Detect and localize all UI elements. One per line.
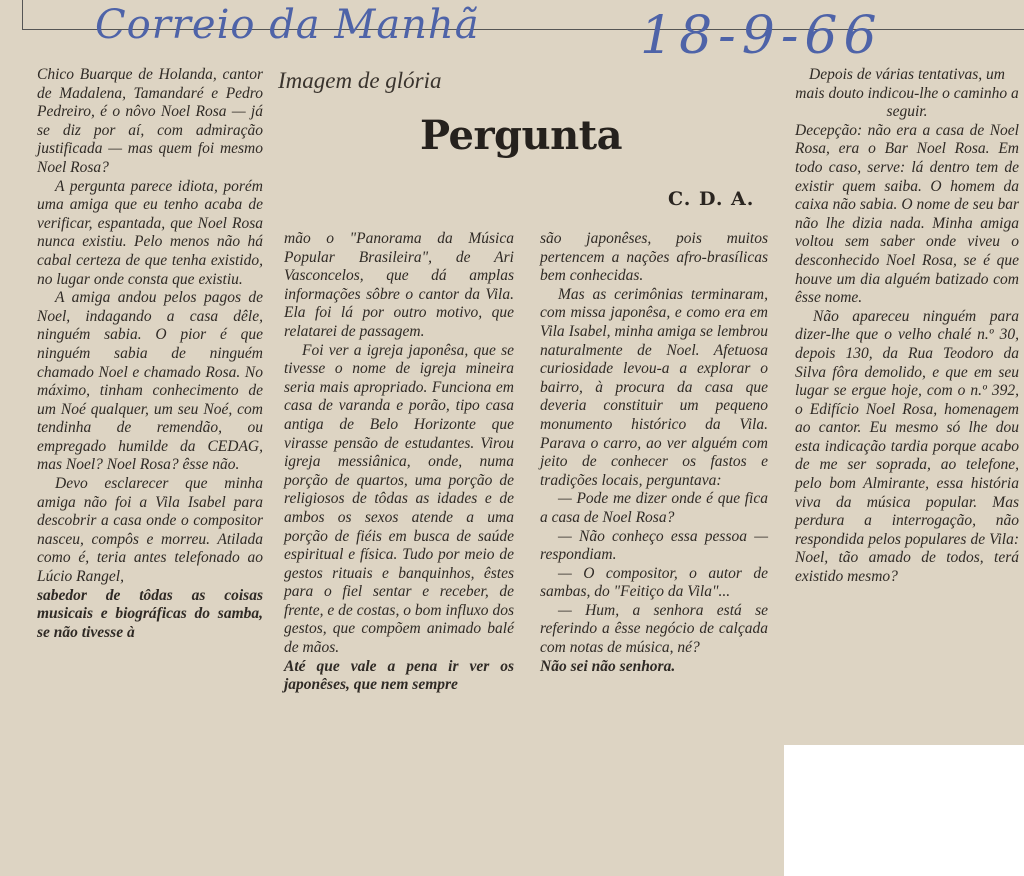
handwritten-date: 18-9-66	[640, 6, 883, 66]
column-2	[284, 230, 514, 695]
paragraph: Não apareceu ninguém para dizer-lhe que o velho chalé n.º 30, depois 130, da Rua Teodoro da Silva fôra demolido, e que em seu lugar se ergue hoje, com o n.º 392, o Edifício Noel Rosa, homenagem ao cantor. Eu mesmo só lhe dou esta indicação tardia porque acabo de me ser soprada, ao telefone, pelo bom Almirante, essa história viva da música popular. Mas perdura a interrogação, não respondida pelos populares de Vila: Noel, tão amado de todos, terá existido mesmo?	[795, 307, 1019, 586]
dialogue-line: — Não conheço essa pessoa — respondiam.	[540, 527, 768, 564]
article-byline: C. D. A.	[668, 188, 755, 210]
dialogue-line: Não sei não senhora.	[540, 657, 676, 675]
paragraph: mão o "Panorama da Música Popular Brasileira", de Ari Vasconcelos, que dá amplas informações sôbre o cantor da Vila. Ela foi lá por outro motivo, que relatarei de passagem.	[284, 230, 514, 340]
dialogue-line: — Hum, a senhora está se referindo a êsse negócio de calçada com notas de música, né?	[540, 601, 768, 657]
handwritten-annotation	[95, 0, 955, 66]
column-4	[795, 66, 1019, 587]
paragraph: Devo esclarecer que minha amiga não foi a Vila Isabel para descobrir a casa onde o compositor nasceu, compôs e morreu. Atilada como é, teria antes telefonado ao Lúcio Rangel,	[37, 475, 263, 586]
paragraph: Até que vale a pena ir ver os japonêses, que nem sempre	[284, 657, 514, 694]
paragraph: são japonêses, pois muitos pertencem a nações afro-brasílicas bem conhecidas.	[540, 230, 768, 285]
paragraph: A pergunta parece idiota, porém uma amiga que eu tenho acaba de verificar, espantada, que Noel Rosa nunca existiu. Pelo menos não há cabal certeza de que tenha existido, no lugar onde consta que existiu.	[37, 177, 263, 288]
handwritten-source: Correio da Manhã	[95, 2, 480, 48]
dialogue-line: — Pode me dizer onde é que fica a casa de Noel Rosa?	[540, 490, 768, 526]
paragraph: Foi ver a igreja japonêsa, que se tivesse o nome de igreja mineira seria mais apropriado. Funciona em casa de varanda e porão, tipo casa antiga de Belo Horizonte que virasse pensão de estudantes. Virou igreja messiânica, onde, numa porção de quartos, uma porção de religiosos de tôdas as idades e de ambos os sexos atende a uma porção de fiéis em busca de saúde espiritual e física. Tudo por meio de gestos rituais e banquinhos, êstes para o fiel sentar e receber, de frente, e de costas, o bom influxo dos gestos, que compõem animado balé de mãos.	[284, 341, 514, 657]
paragraph: Depois de várias tentativas, um mais douto indicou-lhe o caminho a seguir.	[795, 66, 1019, 121]
paragraph: Decepção: não era a casa de Noel Rosa, era o Bar Noel Rosa. Em todo caso, serve: lá dentro tem de existir quem saiba. O homem da caixa não sabia. O nome de seu bar não lhe dizia nada. Minha amiga voltou sem saber onde viveu o desconhecido Noel Rosa, se é que houve um dia alguém batizado com êsse nome.	[795, 121, 1019, 307]
paragraph: Mas as cerimônias terminaram, com missa japonêsa, e como era em Vila Isabel, minha amiga se lembrou naturalmente de Noel. Afetuosa curiosidade levou-a a explorar o bairro, à procura da casa que deveria constituir um pequeno monumento histórico da Vila. Parava o carro, ao ver alguém com jeito de conhecer os fastos e tradições locais, perguntava:	[540, 285, 768, 489]
article-title: Pergunta	[420, 112, 623, 159]
column-3	[540, 230, 768, 676]
dialogue-line: — O compositor, o autor de sambas, do "Feitiço da Vila"...	[540, 564, 768, 601]
column-1	[37, 66, 263, 642]
paragraph: A amiga andou pelos pagos de Noel, indagando a casa dêle, ninguém sabia. O pior é que ninguém sabia de ninguém chamado Noel e chamado Rosa. No máximo, tinham conhecimento de um Noé qualquer, um seu Noé, com tendinha de remendão, ou empregado humilde da CEDAG, mas Noel? Noel Rosa? êsse não.	[37, 289, 263, 474]
paragraph: Chico Buarque de Holanda, cantor de Madalena, Tamandaré e Pedro Pedreiro, é o nôvo Noel Rosa — já se diz por aí, com admiração justificada — mas quem foi mesmo Noel Rosa?	[37, 66, 263, 176]
paragraph: sabedor de tôdas as coisas musicais e biográficas do samba, se não tivesse à	[37, 586, 263, 641]
blank-corner	[784, 745, 1024, 876]
article-kicker: Imagem de glória	[278, 68, 442, 93]
